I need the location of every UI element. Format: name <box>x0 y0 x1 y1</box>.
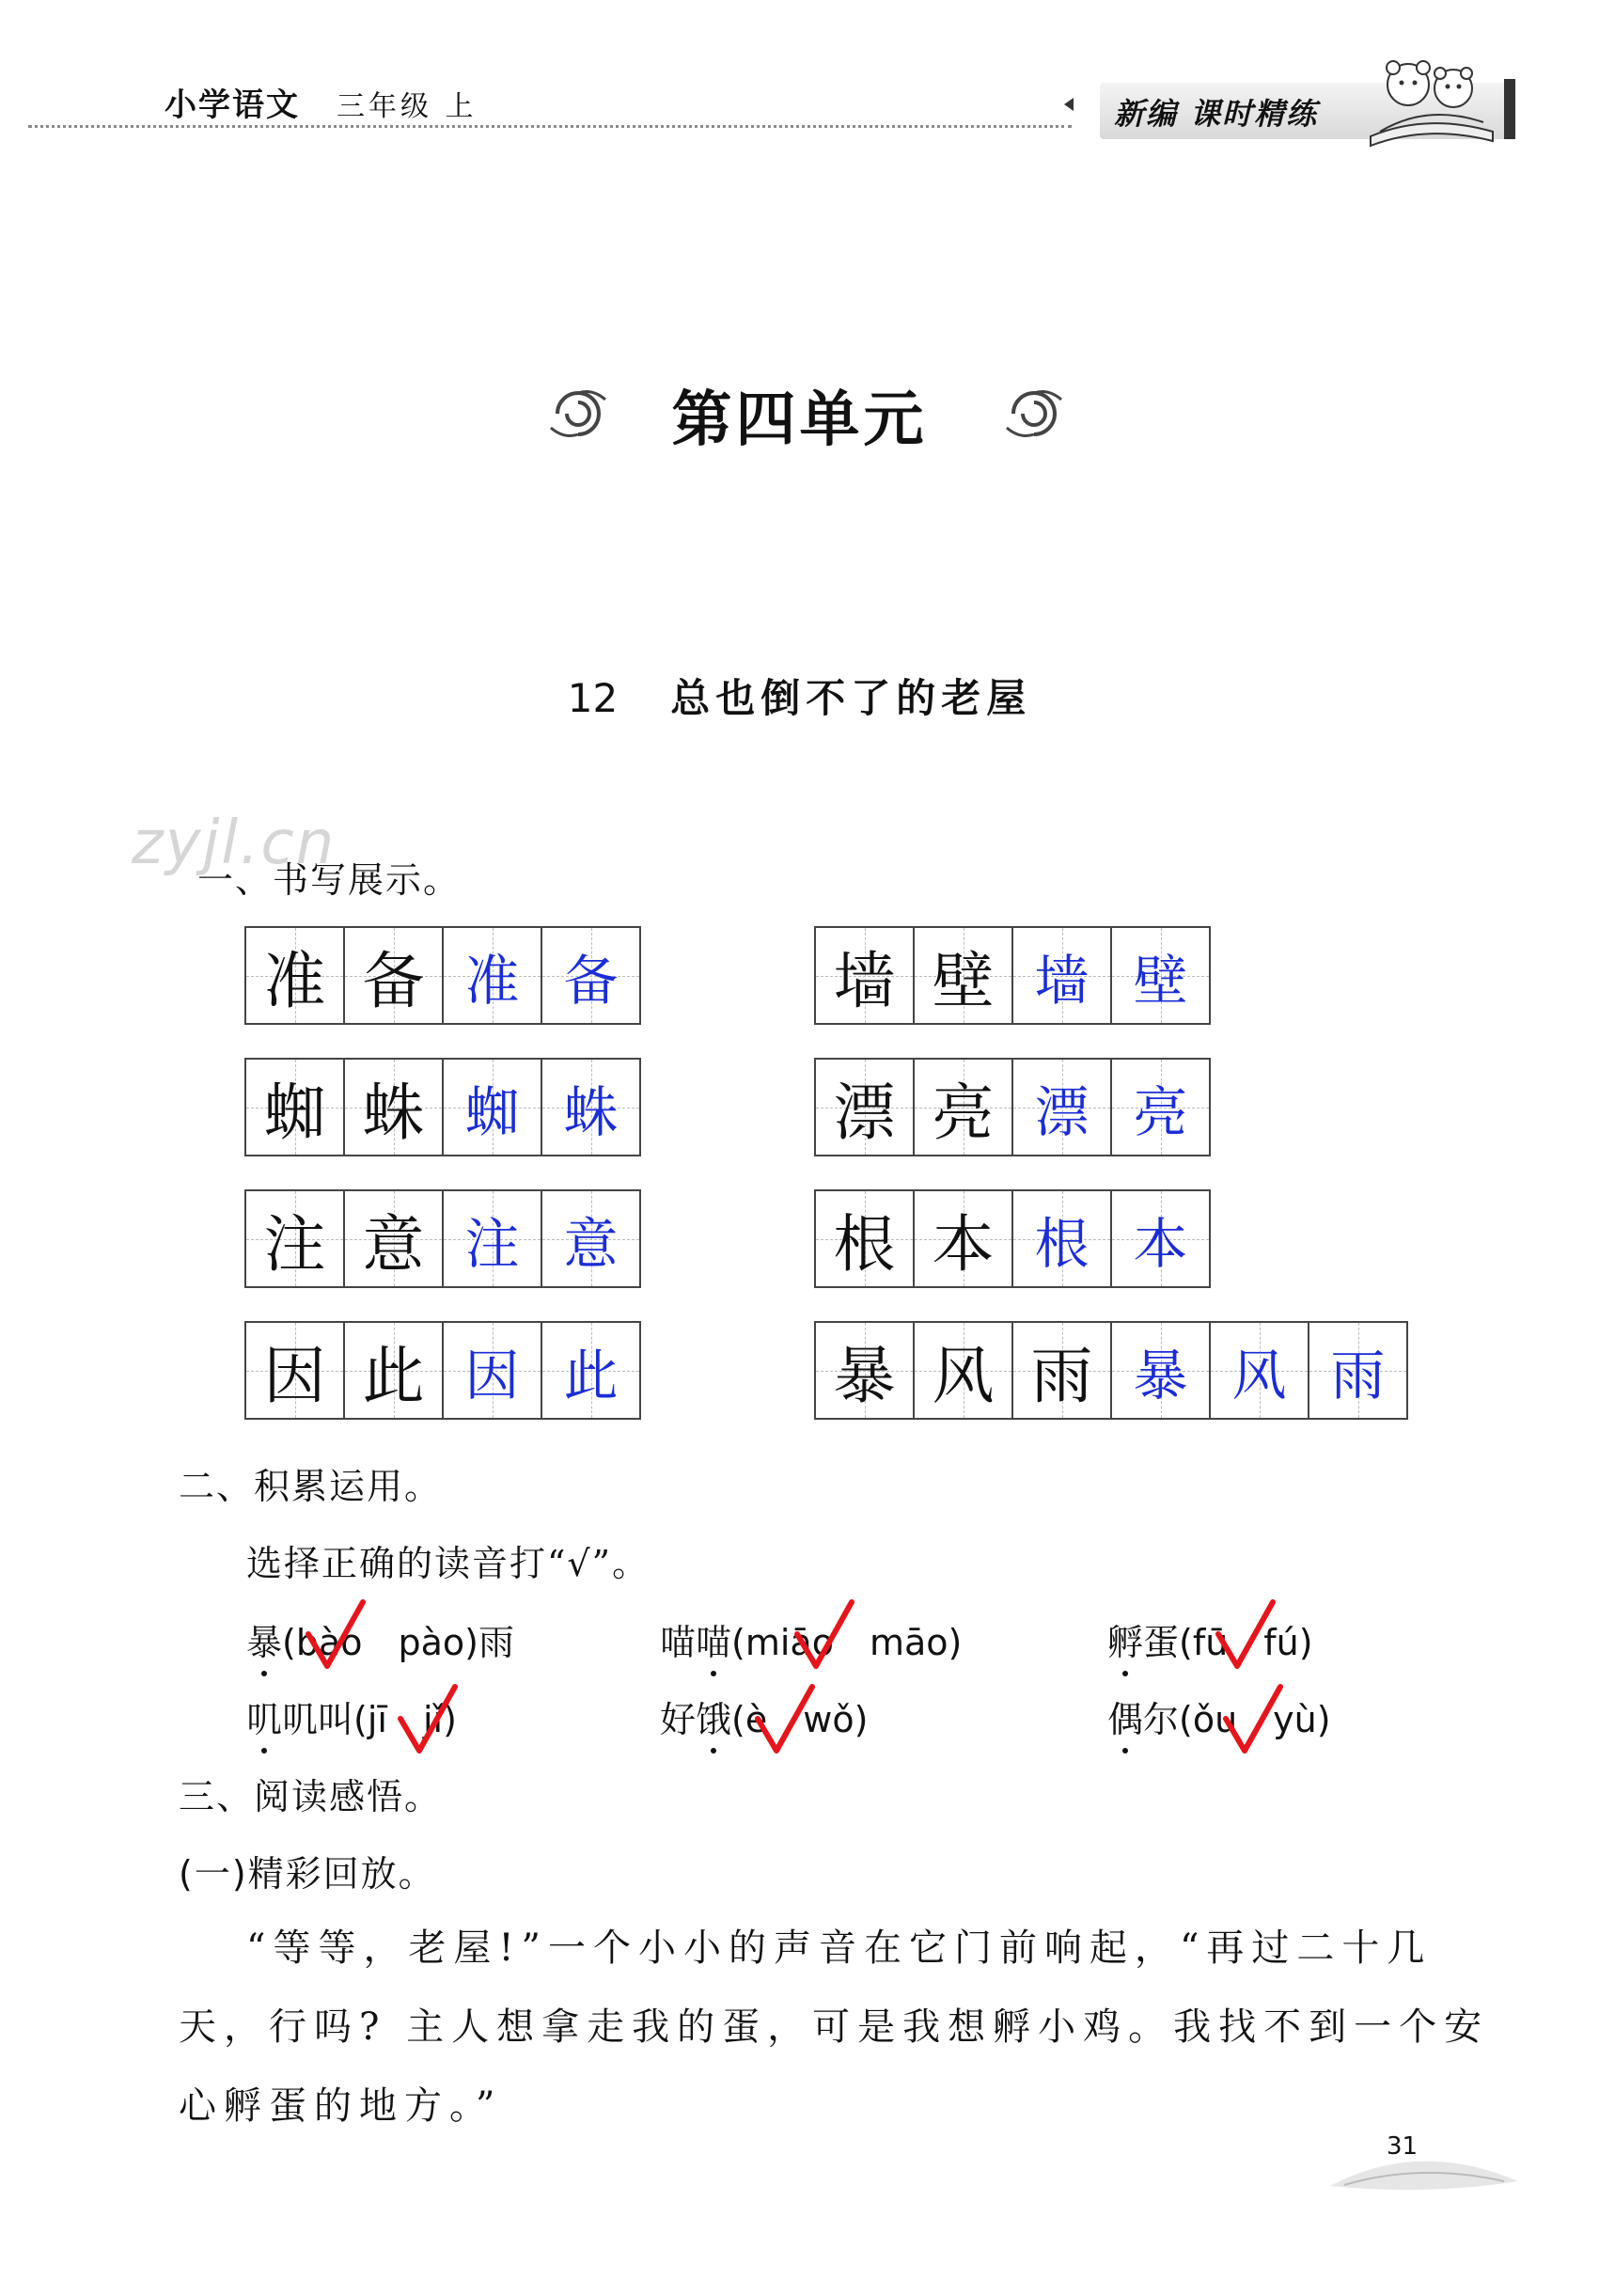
grid-cell: 漂 <box>816 1060 913 1155</box>
writing-grid <box>244 1321 641 1420</box>
grid-cell: 蛛 <box>343 1060 442 1155</box>
pinyin-item: 叽叽叫(jī jǐ) <box>246 1691 457 1742</box>
grid-cell: 准 <box>246 928 343 1023</box>
header-subject: 小学语文 <box>165 86 300 124</box>
grid-cell-written: 蜘 <box>442 1060 541 1155</box>
grid-cell: 蜘 <box>246 1060 343 1155</box>
grid-cell-written: 壁 <box>1110 928 1209 1023</box>
grid-cell: 壁 <box>913 928 1011 1023</box>
grid-cell-written: 雨 <box>1308 1323 1406 1418</box>
grid-cell-written: 准 <box>442 928 541 1023</box>
leaf-decoration-icon <box>1325 2144 1523 2200</box>
page-number: 31 <box>1387 2132 1419 2161</box>
writing-grid <box>814 1058 1211 1156</box>
grid-cell-written: 蛛 <box>541 1060 639 1155</box>
writing-grid <box>244 1189 641 1288</box>
section3-title: 三、阅读感悟。 <box>179 1776 443 1817</box>
writing-grid <box>244 926 641 1025</box>
grid-cell: 因 <box>246 1323 343 1418</box>
lesson-number: 12 <box>567 675 619 721</box>
checkmark-icon <box>1213 1598 1278 1674</box>
grid-cell: 墙 <box>816 928 913 1023</box>
grid-cell: 注 <box>246 1191 343 1286</box>
section1-title: 一、书写展示。 <box>197 859 462 901</box>
header-divider <box>28 125 1072 128</box>
grid-cell: 意 <box>343 1191 442 1286</box>
pinyin-item: 好饿(è wǒ) <box>660 1691 868 1742</box>
bear-book-icon <box>1361 47 1502 150</box>
lesson-heading <box>0 668 1599 724</box>
checkmark-icon <box>792 1598 857 1674</box>
paragraph-line: “等等，老屋!”一个小小的声音在它门前响起，“再过二十几 <box>246 1926 1433 1970</box>
checkmark-icon <box>1220 1683 1286 1758</box>
grid-cell-written: 墙 <box>1011 928 1110 1023</box>
grid-cell-written: 亮 <box>1110 1060 1209 1155</box>
grid-cell: 此 <box>343 1323 442 1418</box>
grid-cell: 雨 <box>1011 1323 1110 1418</box>
watermark: zyjl.cn <box>132 809 337 878</box>
checkmark-icon <box>303 1598 368 1674</box>
checkmark-icon <box>395 1683 461 1758</box>
unit-title: 第四单元 <box>671 385 928 455</box>
writing-grid <box>814 1321 1408 1420</box>
grid-cell-written: 风 <box>1209 1323 1308 1418</box>
header-brand: 新编 课时精练 <box>1114 96 1319 132</box>
pinyin-item: 孵蛋(fū fú) <box>1107 1613 1313 1665</box>
writing-grid <box>814 1189 1211 1288</box>
grid-cell: 亮 <box>913 1060 1011 1155</box>
swirl-right-icon <box>1001 381 1067 447</box>
triangle-left-icon <box>1064 98 1074 111</box>
grid-cell: 备 <box>343 928 442 1023</box>
grid-cell-written: 此 <box>541 1323 639 1418</box>
checkmark-icon <box>752 1683 818 1758</box>
writing-grid <box>814 926 1211 1025</box>
grid-cell-written: 备 <box>541 928 639 1023</box>
header-bar <box>1504 79 1515 139</box>
grid-cell: 本 <box>913 1191 1011 1286</box>
lesson-title: 总也倒不了的老屋 <box>670 675 1032 721</box>
section2-title: 二、积累运用。 <box>179 1466 443 1507</box>
grid-cell: 暴 <box>816 1323 913 1418</box>
section2-instruction: 选择正确的读音打“√”。 <box>246 1543 651 1584</box>
pinyin-item: 暴(bào pào)雨 <box>246 1613 514 1665</box>
grid-cell: 根 <box>816 1191 913 1286</box>
grid-cell-written: 本 <box>1110 1191 1209 1286</box>
paragraph-line: 心孵蛋的地方。” <box>179 2084 503 2128</box>
grid-cell-written: 暴 <box>1110 1323 1209 1418</box>
grid-cell: 风 <box>913 1323 1011 1418</box>
grid-cell-written: 根 <box>1011 1191 1110 1286</box>
grid-cell-written: 因 <box>442 1323 541 1418</box>
grid-cell-written: 漂 <box>1011 1060 1110 1155</box>
section3-subtitle: (一)精彩回放。 <box>179 1853 436 1895</box>
pinyin-item: 喵喵(miāo māo) <box>660 1613 962 1665</box>
paragraph-line: 天，行吗? 主人想拿走我的蛋，可是我想孵小鸡。我找不到一个安 <box>179 2005 1490 2049</box>
writing-grid <box>244 1058 641 1156</box>
grid-cell-written: 意 <box>541 1191 639 1286</box>
pinyin-item: 偶尔(ǒu yù) <box>1107 1691 1331 1742</box>
header-grade: 三年级 上 <box>337 90 478 123</box>
grid-cell-written: 注 <box>442 1191 541 1286</box>
